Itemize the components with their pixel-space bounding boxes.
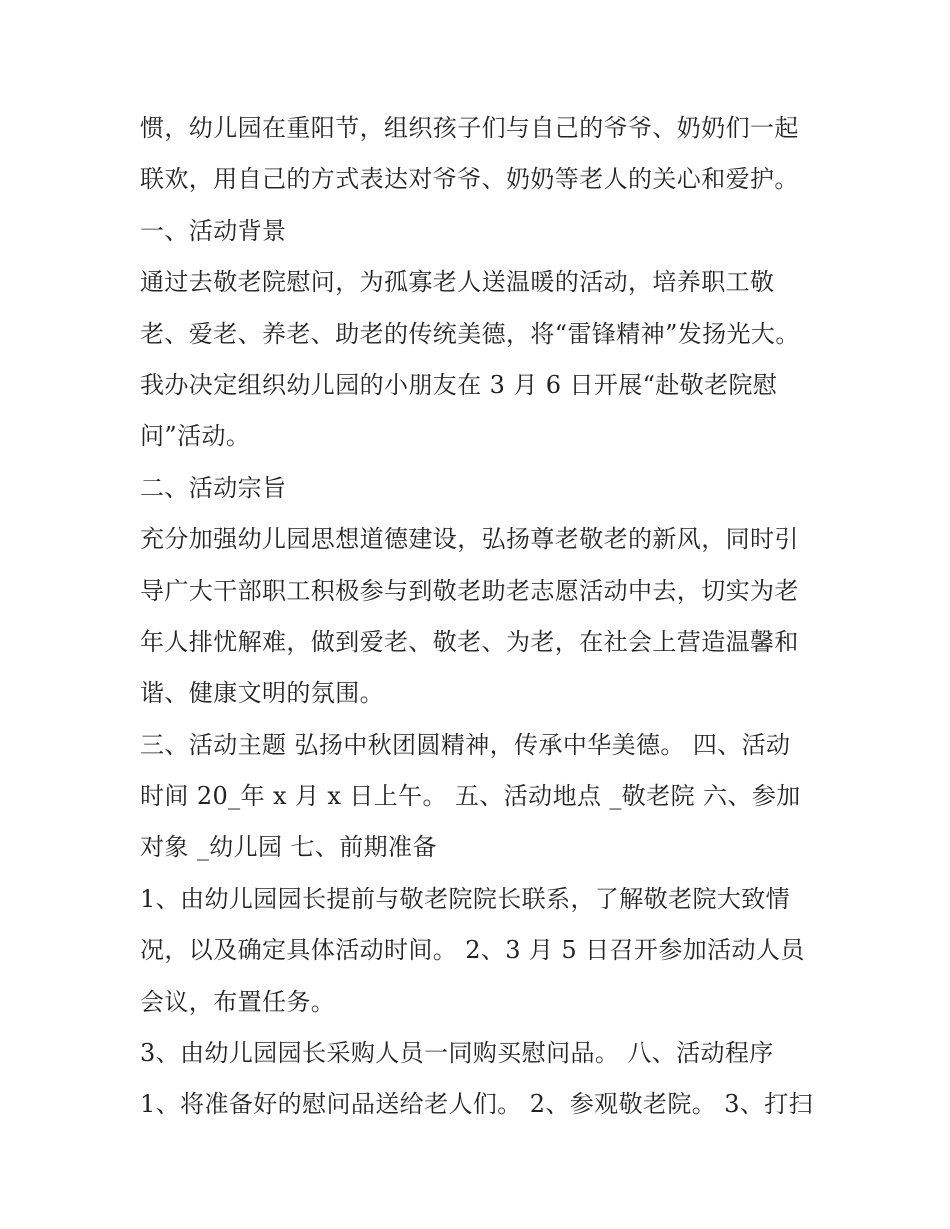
text-line: 时间 20_年 x 月 x 日上午。 五、活动地点 _敬老院 六、参加 (140, 782, 801, 811)
document-body (140, 103, 830, 1131)
text-line: 1、将准备好的慰问品送给老人们。 2、参观敬老院。 3、打扫 (140, 1090, 814, 1119)
section-heading: 一、活动背景 (140, 216, 287, 245)
text-line: 年人排忧解难，做到爱老、敬老、为老，在社会上营造温馨和 (140, 627, 799, 656)
text-line: 对象 _幼儿园 七、前期准备 (140, 833, 437, 862)
text-line: 我办决定组织幼儿园的小朋友在 3 月 6 日开展“赴敬老院慰 (140, 370, 778, 399)
text-line: 三、活动主题 弘扬中秋团圆精神，传承中华美德。 四、活动 (140, 730, 791, 759)
text-line: 老、爱老、养老、助老的传统美德，将“雷锋精神”发扬光大。 (140, 319, 800, 348)
text-line: 惯，幼儿园在重阳节，组织孩子们与自己的爷爷、奶奶们一起 (140, 114, 799, 142)
section-heading: 二、活动宗旨 (140, 473, 287, 502)
text-line: 会议，布置任务。 (140, 987, 336, 1016)
text-line: 充分加强幼儿园思想道德建设，弘扬尊老敬老的新风，同时引 (140, 525, 799, 554)
text-line: 况，以及确定具体活动时间。 2、3 月 5 日召开参加活动人员 (140, 936, 805, 965)
text-line: 通过去敬老院慰问，为孤寡老人送温暖的活动，培养职工敬 (140, 268, 775, 297)
text-line: 谐、健康文明的氛围。 (140, 679, 384, 708)
text-line: 导广大干部职工积极参与到敬老助老志愿活动中去，切实为老 (140, 576, 799, 605)
text-line: 联欢，用自己的方式表达对爷爷、奶奶等老人的关心和爱护。 (140, 165, 799, 194)
text-line: 1、由幼儿园园长提前与敬老院院长联系，了解敬老院大致情 (140, 884, 791, 913)
text-line: 问”活动。 (140, 422, 251, 451)
text-line: 3、由幼儿园园长采购人员一同购买慰问品。 八、活动程序 (140, 1039, 774, 1068)
